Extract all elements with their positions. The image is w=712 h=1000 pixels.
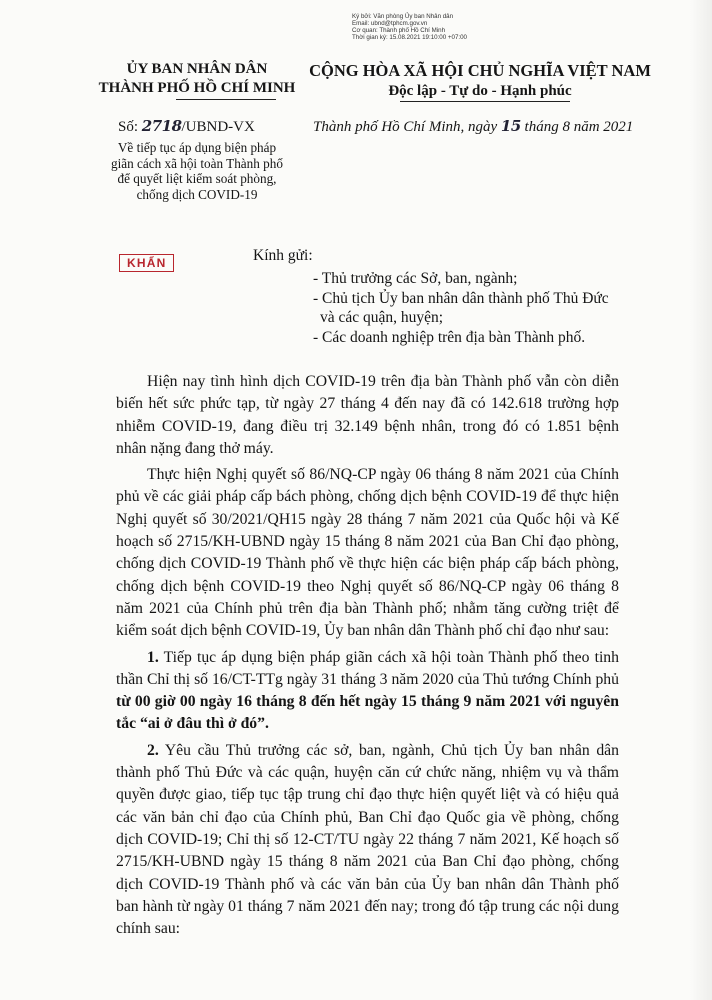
directive-2-text: Yêu cầu Thủ trưởng các sở, ban, ngành, Chủ tịch Ủy ban nhân dân thành phố Thủ Đức và các quận, huyện căn cứ chức năng, nhiệm vụ và thẩm quyền được giao, tiếp tục tập trung chỉ đạo thực hiện quyết liệt và có hiệu quả các văn bản chỉ đạo của Chính phủ, Ban Chỉ đạo Quốc gia về phòng, chống dịch COVID-19; Chỉ thị số 12-CT/TU ngày 22 tháng 7 năm 2021, Kế hoạch số 2715/KH-UBND ngày 15 tháng 8 năm 2021 của Ban Chỉ đạo phòng, chống dịch COVID-19 Thành phố và các văn bản của Ủy ban nhân dân Thành phố ban hành từ ngày 01 tháng 7 năm 2021 đến nay; trong đó tập trung các nội dung chính sau: <box>116 741 619 938</box>
subject-line-3: để quyết liệt kiểm soát phòng, <box>117 171 277 187</box>
issuing-agency <box>72 60 322 98</box>
date-suffix: tháng 8 năm 2021 <box>524 119 634 135</box>
item-number: 2. <box>147 741 159 759</box>
motto-underline <box>400 100 570 104</box>
number-suffix: /UBND-VX <box>181 119 255 135</box>
agency-underline <box>176 98 276 102</box>
directive-1-text: Tiếp tục áp dụng biện pháp giãn cách xã hội toàn Thành phố theo tinh thần Chỉ thị số 16/CT-TTg ngày 31 tháng 3 năm 2020 của Thủ tướng Chính phủ <box>116 648 619 688</box>
item-number: 1. <box>147 648 159 666</box>
recipient-item: - Thủ trưởng các Sở, ban, ngành; <box>313 270 518 287</box>
document-subject <box>72 140 322 202</box>
recipient-list <box>313 269 609 347</box>
paragraph-directive-2 <box>116 740 619 941</box>
signature-time: Thời gian ký: 15.08.2021 19:10:00 +07:00 <box>352 34 468 42</box>
number-prefix: Số: <box>118 119 139 135</box>
directive-1-bold: từ 00 giờ 00 ngày 16 tháng 8 đến hết ngày 15 tháng 9 năm 2021 với nguyên tắc “ai ở đâu thì ở đó”. <box>116 693 619 733</box>
subject-line-2: giãn cách xã hội toàn Thành phố <box>111 155 283 171</box>
national-motto: Độc lập - Tự do - Hạnh phúc <box>388 83 572 99</box>
date-prefix: Thành phố Hồ Chí Minh, ngày <box>313 119 498 135</box>
document-body <box>116 371 619 944</box>
signature-email: Email: ubnd@tphcm.gov.vn <box>352 20 428 28</box>
greeting: Kính gửi: <box>253 247 313 264</box>
recipient-item: - Các doanh nghiệp trên địa bàn Thành phố. <box>313 328 586 346</box>
signature-signer: Ký bởi: Văn phòng Ủy ban Nhân dân <box>352 13 454 20</box>
issue-date <box>313 117 633 136</box>
document-number <box>118 117 255 136</box>
paragraph-directive-1 <box>116 647 619 736</box>
paragraph-situation: Hiện nay tình hình dịch COVID-19 trên địa bàn Thành phố vẫn còn diễn biến hết sức phức tạp, từ ngày 27 tháng 4 đến nay đã có 142.618 trường hợp nhiễm COVID-19, đang điều trị 32.149 bệnh nhân, trong đó có 1.851 bệnh nhân nặng đang thở máy. <box>116 373 619 457</box>
signature-organization: Cơ quan: Thành phố Hồ Chí Minh <box>352 27 446 35</box>
handwritten-number: 2718 <box>141 117 182 135</box>
paragraph-legal-basis: Thực hiện Nghị quyết số 86/NQ-CP ngày 06 tháng 8 năm 2021 của Chính phủ về các giải pháp cấp bách phòng, chống dịch bệnh COVID-19 để thực hiện Nghị quyết số 30/2021/QH15 ngày 28 tháng 7 năm 2021 của Quốc hội và Kế hoạch số 2715/KH-UBND ngày 15 tháng 8 năm 2021 của Ban Chỉ đạo phòng, chống dịch COVID-19 Thành phố về thực hiện các biện pháp cấp bách phòng, chống dịch bệnh COVID-19 theo Nghị quyết số 86/NQ-CP ngày 06 tháng 8 năm 2021 của Chính phủ trên địa bàn Thành phố; nhằm tăng cường triệt để kiểm soát dịch bệnh COVID-19, Ủy ban nhân dân Thành phố chỉ đạo như sau: <box>116 466 619 640</box>
recipient-item-continuation: và các quận, huyện; <box>320 309 444 326</box>
page-edge-shadow <box>690 0 712 1000</box>
handwritten-day: 15 <box>500 117 521 135</box>
subject-line-1: Về tiếp tục áp dụng biện pháp <box>117 140 277 155</box>
subject-line-4: chống dịch COVID-19 <box>136 186 258 202</box>
recipient-item: - Chủ tịch Ủy ban nhân dân thành phố Thủ Đức <box>313 289 609 307</box>
digital-signature-block <box>352 13 467 41</box>
nation-title: CỘNG HÒA XÃ HỘI CHỦ NGHĨA VIỆT NAM <box>309 61 651 80</box>
agency-line-2: THÀNH PHỐ HỒ CHÍ MINH <box>98 80 296 96</box>
agency-line-1: ỦY BAN NHÂN DÂN <box>126 61 268 77</box>
urgent-stamp: KHẨN <box>119 254 174 272</box>
national-header <box>300 60 660 102</box>
